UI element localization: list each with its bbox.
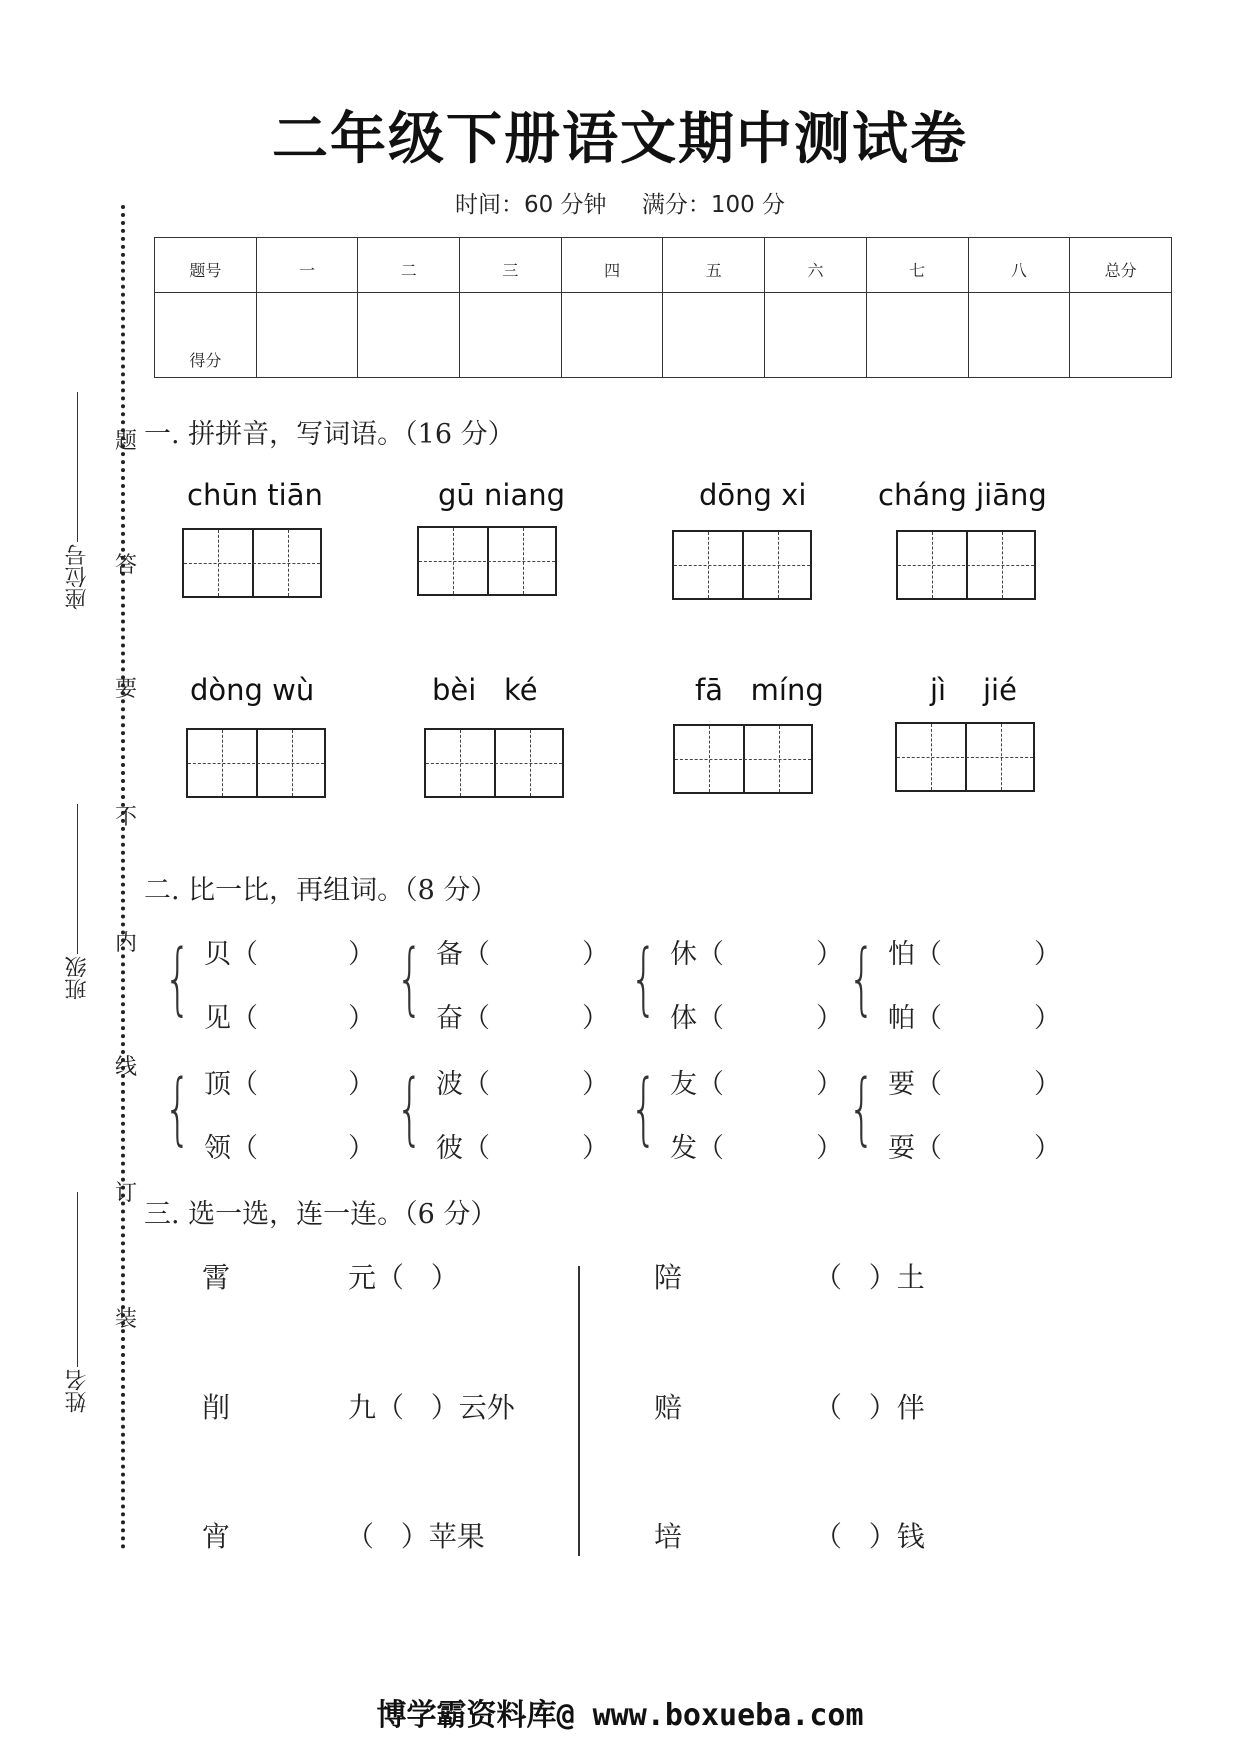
- binding-warning-char: 题: [114, 429, 137, 454]
- compare-pair: [164, 932, 378, 1034]
- score-cell[interactable]: [460, 293, 562, 378]
- score-table-column: 八: [968, 238, 1070, 293]
- binding-warning-char: 内: [114, 931, 137, 956]
- binding-warning-char: 订: [114, 1181, 137, 1206]
- section-3-title: 三. 选一选，连一连。（6 分）: [144, 1199, 498, 1230]
- compare-pair: [630, 932, 844, 1034]
- score-cell[interactable]: [866, 293, 968, 378]
- writing-grid[interactable]: [896, 530, 1036, 600]
- pinyin-label: jì jié: [930, 673, 1017, 707]
- match-left-phrase[interactable]: 九（ ）云外: [348, 1391, 515, 1424]
- brace: {: [848, 1064, 876, 1154]
- close-paren: ）: [1034, 1133, 1061, 1164]
- score-table-column: 四: [561, 238, 663, 293]
- compare-word-b: 帕（: [888, 1003, 942, 1034]
- score-table-column: 六: [765, 238, 867, 293]
- close-paren: ）: [348, 1133, 375, 1164]
- match-left-char[interactable]: 霄: [202, 1261, 231, 1294]
- seat-number-field[interactable]: [62, 392, 93, 610]
- compare-word-a: 怕（: [888, 939, 942, 970]
- page-title: 二年级下册语文期中测试卷: [272, 107, 968, 172]
- match-left-char[interactable]: 削: [202, 1391, 231, 1424]
- compare-pair: [396, 932, 610, 1034]
- match-left-phrase[interactable]: （ ）苹果: [346, 1520, 485, 1553]
- brace: {: [630, 1064, 658, 1154]
- pinyin-label: dòng wù: [190, 673, 315, 707]
- close-paren: ）: [582, 1069, 609, 1100]
- section-1-title: 一. 拼拼音，写词语。（16 分）: [144, 419, 515, 450]
- compare-pair: [848, 1062, 1062, 1164]
- score-table-score-row: [155, 293, 1172, 378]
- compare-word-b: 领（: [204, 1133, 258, 1164]
- compare-word-a: 休（: [670, 939, 724, 970]
- binding-warning-char: 线: [114, 1055, 137, 1080]
- binding-warning-char: 不: [114, 805, 137, 830]
- brace: {: [848, 934, 876, 1024]
- match-left-char[interactable]: 宵: [202, 1520, 231, 1553]
- compare-pair: [164, 1062, 378, 1164]
- close-paren: ）: [816, 939, 843, 970]
- compare-word-a: 贝（: [204, 939, 258, 970]
- score-table-column: 二: [358, 238, 460, 293]
- name-line: [77, 1192, 78, 1367]
- compare-word-a: 波（: [436, 1069, 490, 1100]
- class-line: [77, 804, 78, 954]
- score-cell[interactable]: [256, 293, 358, 378]
- section-2-title: 二. 比一比，再组词。（8 分）: [144, 875, 498, 906]
- pinyin-label: dōng xi: [699, 478, 807, 512]
- seat-number-line: [77, 392, 78, 542]
- compare-word-b: 彼（: [436, 1133, 490, 1164]
- close-paren: ）: [348, 1003, 375, 1034]
- brace: {: [164, 1064, 192, 1154]
- score-table-column: 七: [866, 238, 968, 293]
- close-paren: ）: [582, 1133, 609, 1164]
- compare-word-a: 友（: [670, 1069, 724, 1100]
- score-cell[interactable]: [765, 293, 867, 378]
- score-table-column: 一: [256, 238, 358, 293]
- match-right-phrase[interactable]: （ ）伴: [814, 1391, 925, 1424]
- writing-grid[interactable]: [895, 722, 1035, 792]
- close-paren: ）: [348, 939, 375, 970]
- score-table-column: 三: [460, 238, 562, 293]
- close-paren: ）: [1034, 1069, 1061, 1100]
- name-label: 姓名: [65, 1369, 90, 1413]
- writing-grid[interactable]: [186, 728, 326, 798]
- compare-word-b: 见（: [204, 1003, 258, 1034]
- seat-number-label: 座位号: [65, 544, 90, 610]
- close-paren: ）: [582, 939, 609, 970]
- exam-full-score: 满分：100 分: [641, 192, 786, 218]
- score-cell[interactable]: [1070, 293, 1172, 378]
- compare-word-b: 发（: [670, 1133, 724, 1164]
- close-paren: ）: [816, 1133, 843, 1164]
- compare-word-a: 备（: [436, 939, 490, 970]
- match-right-phrase[interactable]: （ ）土: [814, 1261, 925, 1294]
- brace: {: [164, 934, 192, 1024]
- match-right-char[interactable]: 培: [654, 1520, 683, 1553]
- close-paren: ）: [816, 1069, 843, 1100]
- writing-grid[interactable]: [182, 528, 322, 598]
- writing-grid[interactable]: [672, 530, 812, 600]
- exam-time: 时间：60 分钟: [454, 192, 607, 218]
- compare-pair: [396, 1062, 610, 1164]
- close-paren: ）: [1034, 1003, 1061, 1034]
- score-table-row-label: 得分: [155, 293, 257, 378]
- score-table-column: 五: [663, 238, 765, 293]
- score-table: [154, 237, 1172, 378]
- pinyin-label: bèi ké: [432, 673, 538, 707]
- class-field[interactable]: [62, 804, 93, 1000]
- writing-grid[interactable]: [424, 728, 564, 798]
- score-table-header-row: [155, 238, 1172, 293]
- exam-info: [0, 186, 1240, 219]
- pinyin-label: fā míng: [695, 673, 824, 707]
- compare-pair: [630, 1062, 844, 1164]
- close-paren: ）: [1034, 939, 1061, 970]
- compare-word-b: 耍（: [888, 1133, 942, 1164]
- score-cell[interactable]: [968, 293, 1070, 378]
- pinyin-label: cháng jiāng: [878, 478, 1047, 512]
- writing-grid[interactable]: [673, 724, 813, 794]
- score-table-row-label: 题号: [155, 238, 257, 293]
- close-paren: ）: [348, 1069, 375, 1100]
- match-left-phrase[interactable]: 元（ ）: [348, 1261, 459, 1294]
- brace: {: [630, 934, 658, 1024]
- match-right-phrase[interactable]: （ ）钱: [814, 1520, 925, 1553]
- pinyin-label: gū niang: [438, 478, 566, 512]
- score-cell[interactable]: [358, 293, 460, 378]
- binding-warning-char: 答: [114, 553, 137, 578]
- name-field[interactable]: [62, 1192, 93, 1413]
- close-paren: ）: [582, 1003, 609, 1034]
- match-right-char[interactable]: 陪: [654, 1261, 683, 1294]
- compare-pair: [848, 932, 1062, 1034]
- compare-word-b: 奋（: [436, 1003, 490, 1034]
- brace: {: [396, 1064, 424, 1154]
- pinyin-label: chūn tiān: [187, 478, 323, 512]
- compare-word-a: 顶（: [204, 1069, 258, 1100]
- brace: {: [396, 934, 424, 1024]
- footer-watermark: 博学霸资料库@ www.boxueba.com: [376, 1698, 864, 1733]
- score-cell[interactable]: [561, 293, 663, 378]
- compare-word-a: 要（: [888, 1069, 942, 1100]
- close-paren: ）: [816, 1003, 843, 1034]
- score-cell[interactable]: [663, 293, 765, 378]
- match-divider: [578, 1266, 580, 1556]
- binding-warning-char: 装: [114, 1307, 137, 1332]
- match-right-char[interactable]: 赔: [654, 1391, 683, 1424]
- writing-grid[interactable]: [417, 526, 557, 596]
- score-table-column: 总分: [1070, 238, 1172, 293]
- binding-warning-char: 要: [114, 677, 137, 702]
- compare-word-b: 体（: [670, 1003, 724, 1034]
- binding-dotted-line: [121, 205, 125, 1550]
- class-label: 班级: [65, 956, 90, 1000]
